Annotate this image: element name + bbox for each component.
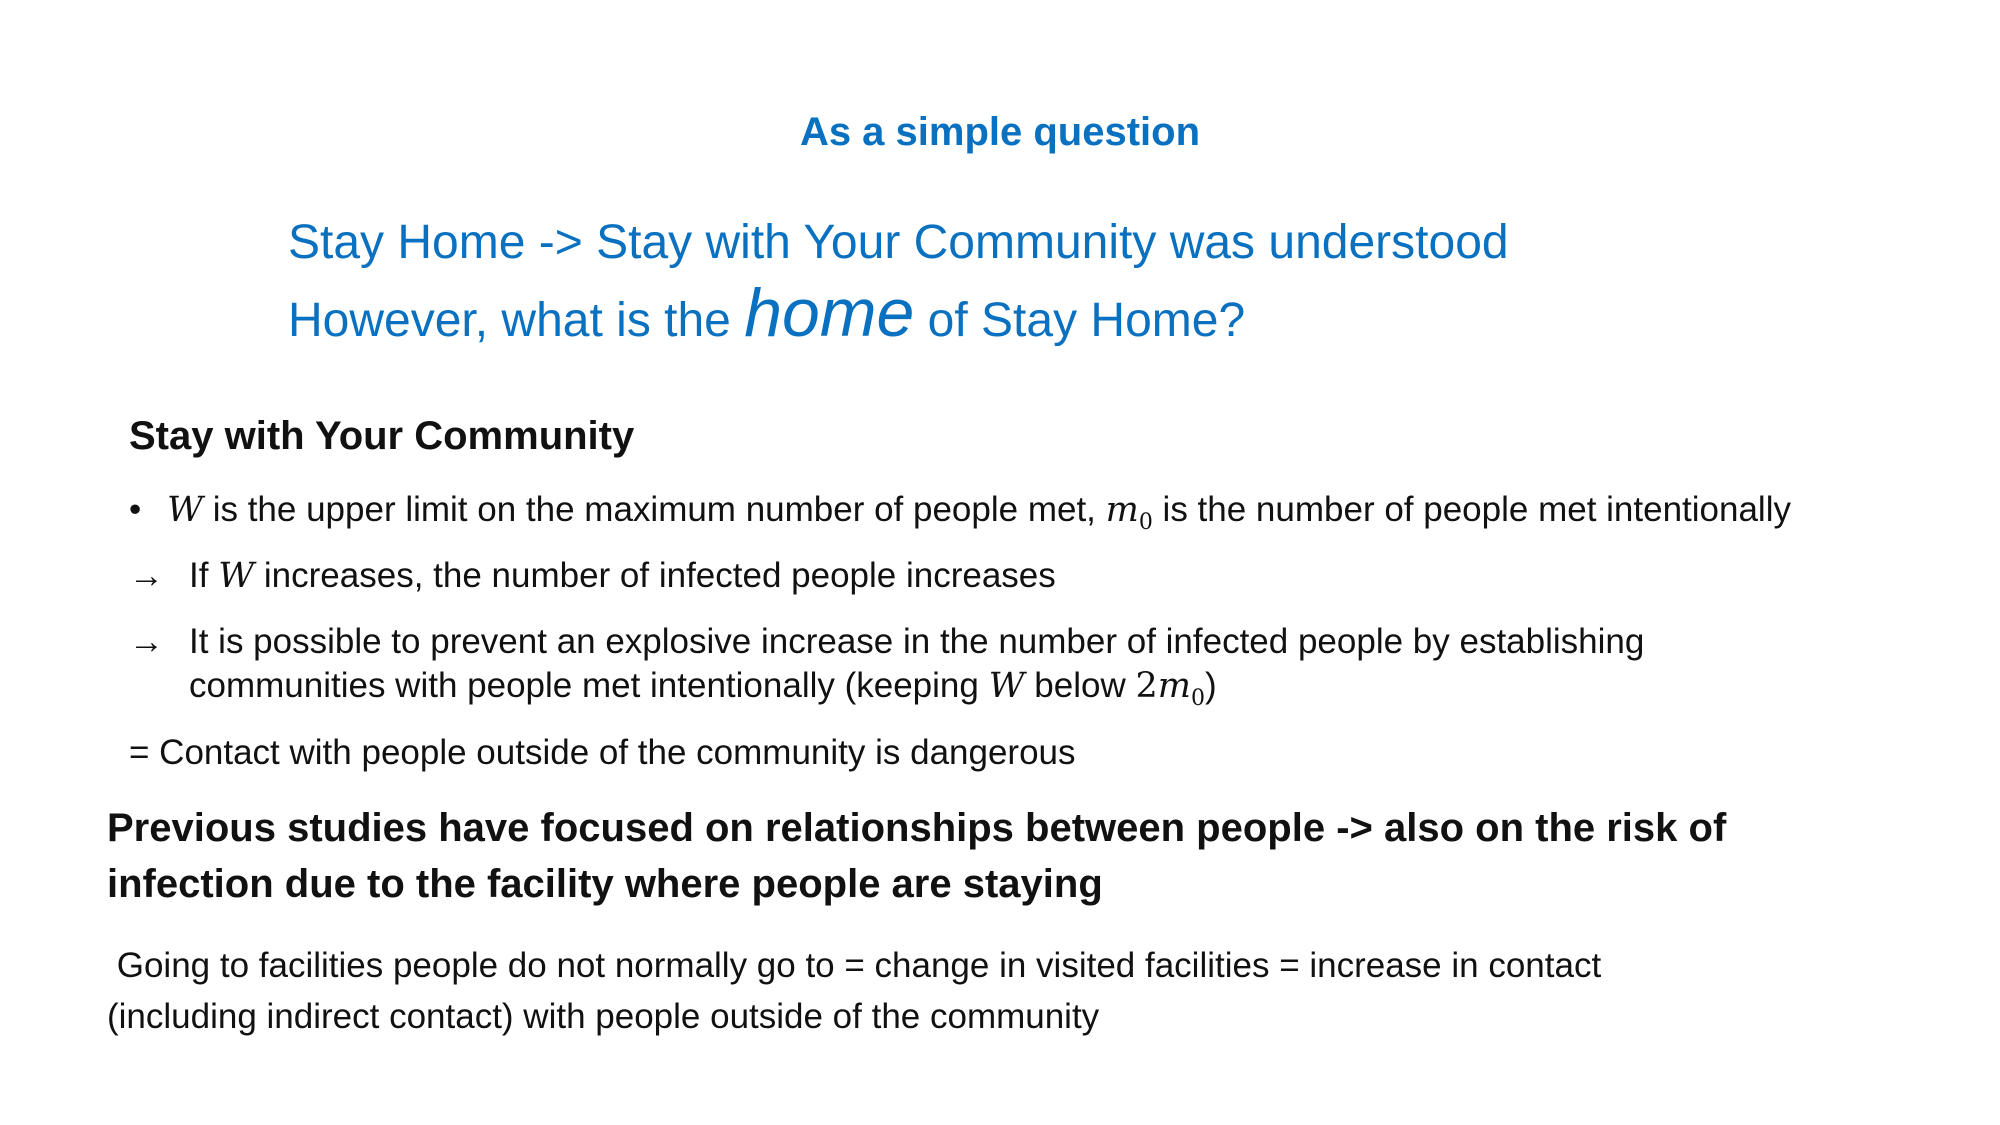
section-heading: Stay with Your Community (129, 414, 635, 458)
slide-title: As a simple question (799, 110, 1201, 154)
facilities-paragraph (107, 940, 1601, 1042)
arrow2-line-2 (189, 664, 1644, 721)
arrow1-text-b: increases, the number of infected people increases (254, 556, 1056, 595)
bullet-text (129, 490, 1791, 535)
bullet-text-a: is the upper limit on the maximum number of people met, (202, 490, 1106, 529)
math-coefficient-2: 2 (1135, 666, 1158, 706)
arrow2-close-paren: ) (1204, 666, 1217, 705)
intro-line-2-start: However, what is the (288, 294, 745, 347)
arrow2-line-1: It is possible to prevent an explosive increase in the number of infected people by establishing (189, 622, 1645, 661)
intro-line-2-end: of Stay Home? (914, 294, 1246, 347)
math-subscript-0: 0 (1138, 510, 1153, 535)
math-W: W (988, 666, 1025, 706)
previous-studies-paragraph (107, 800, 1726, 912)
arrow-item-W-increase (129, 554, 1056, 598)
intro-question (288, 208, 1509, 356)
math-W: W (218, 556, 255, 596)
math-m: m (1105, 490, 1139, 530)
equals-line: = Contact with people outside of the community is dangerous (129, 733, 1076, 772)
facilities-line-2: (including indirect contact) with people outside of the community (107, 997, 1100, 1036)
facilities-line-1: Going to facilities people do not normally go to = change in visited facilities = increase in contact (107, 946, 1602, 985)
previous-studies-line-1: Previous studies have focused on relationships between people -> also on the risk of (107, 806, 1727, 850)
intro-line-1: Stay Home -> Stay with Your Community was understood (288, 216, 1509, 269)
arrow-icon: → (129, 556, 164, 595)
home-emphasis: home (744, 275, 915, 351)
previous-studies-line-2: infection due to the facility where people are staying (107, 862, 1103, 906)
arrow-item-prevention (129, 620, 1644, 721)
arrow-icon: → (129, 622, 164, 661)
math-W: W (167, 490, 203, 530)
arrow1-text-a: If (189, 556, 219, 595)
math-subscript-0: 0 (1190, 686, 1205, 711)
bullet-item-W-definition (129, 488, 1791, 545)
bullet-text-b: is the number of people met intentionally (1152, 490, 1791, 529)
math-m: m (1157, 666, 1191, 706)
intro-line-2 (288, 275, 1509, 356)
bullet-marker: • (129, 490, 142, 529)
arrow-text (129, 556, 1056, 595)
arrow2-text (129, 620, 1644, 721)
arrow2-below: below (1024, 666, 1136, 705)
arrow2-line-2-start: communities with people met intentionally (keeping (189, 666, 989, 705)
